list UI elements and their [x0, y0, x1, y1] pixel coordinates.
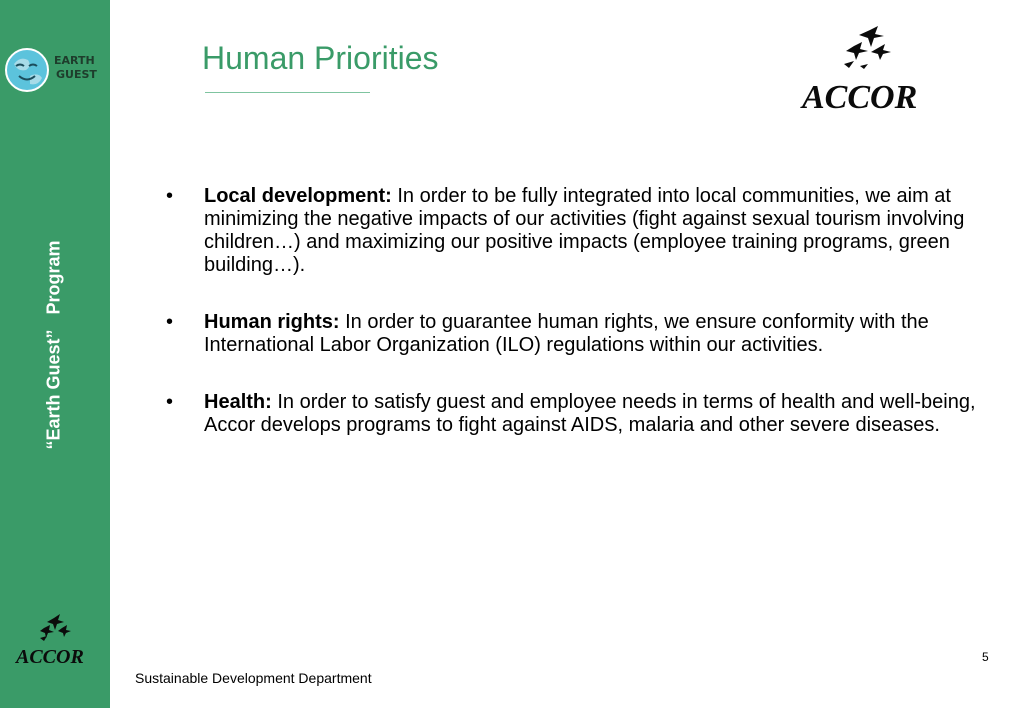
list-item	[160, 391, 990, 437]
accor-small-wordmark: ACCOR	[16, 646, 84, 668]
page-title: Human Priorities	[202, 40, 439, 76]
accor-logo-small	[14, 612, 98, 668]
bullet-icon: •	[166, 311, 174, 333]
bullet-icon: •	[166, 185, 174, 207]
bullet-label: Health:	[204, 391, 272, 413]
sidebar	[0, 0, 110, 708]
accor-logo	[798, 26, 932, 112]
title-underline	[205, 92, 370, 93]
list-item	[160, 185, 990, 277]
footer-department: Sustainable Development Department	[135, 670, 372, 686]
earth-guest-logo	[2, 42, 108, 98]
program-vertical-title: “Earth Guest” Program	[43, 240, 64, 450]
bullet-icon: •	[166, 391, 174, 413]
bullet-label: Human rights:	[204, 311, 340, 333]
bullet-text: In order to be fully integrated into local communities, we aim at minimizing the negative impacts of our activities (fight against sexual tourism involving children…) and maximizing our positive impacts (employee training programs, green building…).	[204, 185, 965, 276]
earth-guest-logo-line2: GUEST	[56, 68, 97, 81]
birds-icon	[40, 614, 71, 641]
list-item	[160, 311, 990, 357]
priorities-list	[160, 185, 990, 471]
earth-guest-logo-line1: EARTH	[54, 54, 95, 67]
bullet-text: In order to guarantee human rights, we ensure conformity with the International Labor Organization (ILO) regulations within our activities.	[204, 311, 929, 356]
birds-icon	[844, 26, 891, 69]
bullet-text: In order to satisfy guest and employee needs in terms of health and well-being, Accor develops programs to fight against AIDS, malaria and other severe diseases.	[204, 391, 976, 436]
accor-wordmark: ACCOR	[802, 79, 918, 112]
bullet-label: Local development:	[204, 185, 392, 207]
page-number: 5	[982, 650, 989, 664]
